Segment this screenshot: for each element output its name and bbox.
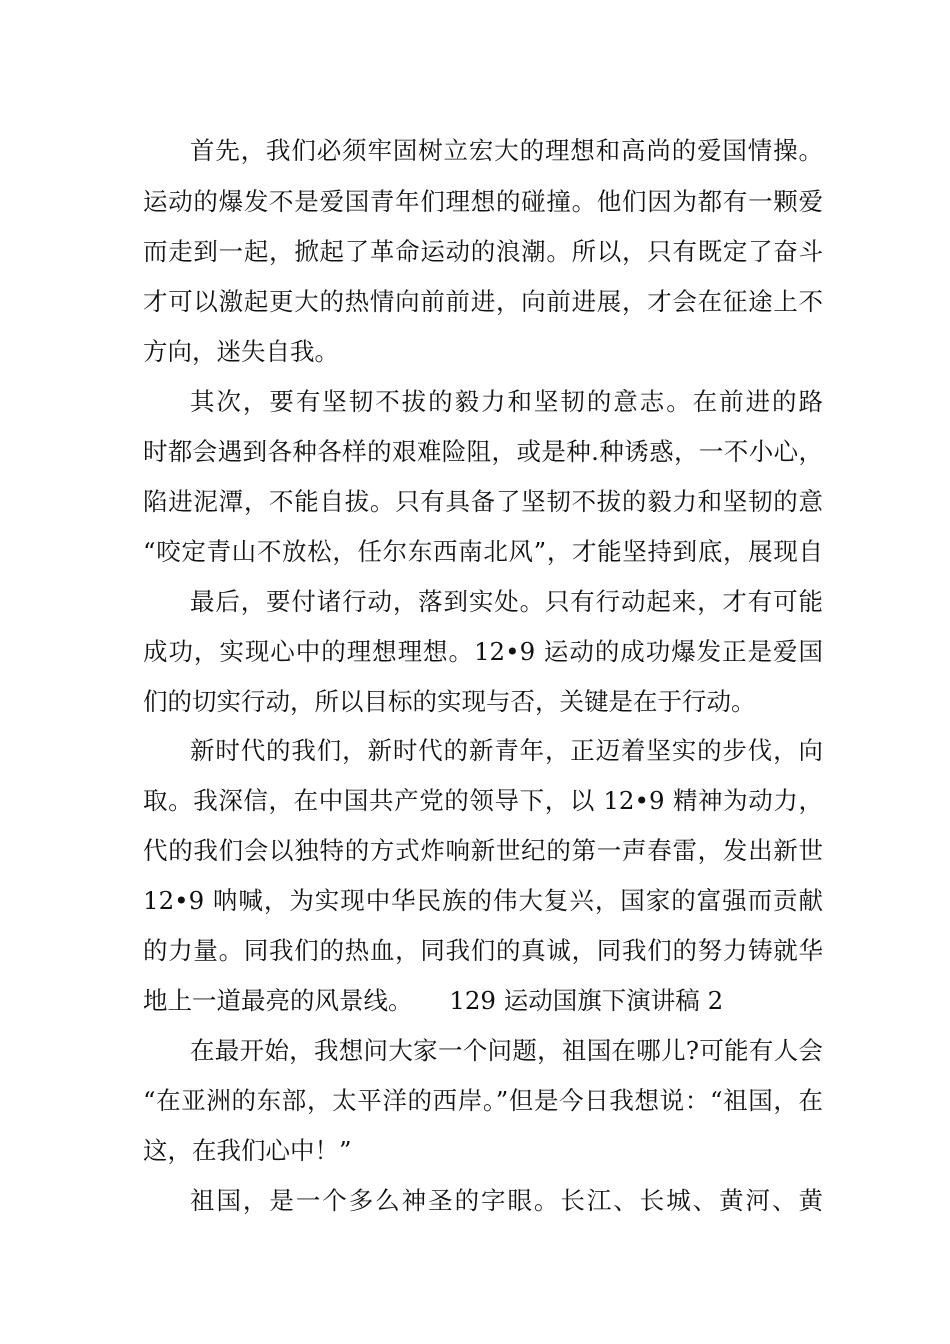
text-line: 首先，我们必须牢固树立宏大的理想和高尚的爱国情操。	[190, 136, 823, 165]
text-line: 地上一道最亮的风景线。 129 运动国旗下演讲稿 2	[143, 986, 724, 1015]
text-line: 时都会遇到各种各样的艰难险阻，或是种.种诱惑，一不小心，	[143, 437, 823, 466]
text-line: 祖国，是一个多么神圣的字眼。长江、长城、黄河、黄	[190, 1186, 823, 1215]
text-line: 取。我深信，在中国共产党的领导下，以 12•9 精神为动力，	[143, 786, 823, 815]
text-line: 运动的爆发不是爱国青年们理想的碰撞。他们因为都有一颗爱	[143, 187, 823, 216]
text-line: 这，在我们心中！”	[143, 1136, 352, 1165]
text-line: “咬定青山不放松，任尔东西南北风”，才能坚持到底，展现自	[143, 537, 823, 566]
text-line: 成功，实现心中的理想理想。12•9 运动的成功爆发正是爱国	[143, 637, 823, 666]
text-line: 在最开始，我想问大家一个问题，祖国在哪儿?可能有人会	[190, 1036, 823, 1065]
text-line: 最后，要付诸行动，落到实处。只有行动起来，才有可能	[190, 587, 823, 616]
text-line: 方向，迷失自我。	[143, 337, 339, 366]
text-line: “在亚洲的东部，太平洋的西岸。”但是今日我想说：“祖国，在	[143, 1086, 823, 1115]
text-line: 代的我们会以独特的方式炸响新世纪的第一声春雷，发出新世	[143, 836, 823, 865]
text-line: 的力量。同我们的热血，同我们的真诚，同我们的努力铸就华	[143, 936, 823, 965]
text-line: 其次，要有坚韧不拔的毅力和坚韧的意志。在前进的路	[190, 387, 823, 416]
text-line: 新时代的我们，新时代的新青年，正迈着坚实的步伐，向	[190, 736, 823, 765]
text-line: 才可以激起更大的热情向前前进，向前进展，才会在征途上不	[143, 287, 823, 316]
text-line: 陷进泥潭，不能自拔。只有具备了坚韧不拔的毅力和坚韧的意	[143, 487, 823, 516]
text-line: 12•9 呐喊，为实现中华民族的伟大复兴，国家的富强而贡献	[143, 886, 823, 915]
text-line: 而走到一起，掀起了革命运动的浪潮。所以，只有既定了奋斗	[143, 237, 823, 266]
text-line: 们的切实行动，所以目标的实现与否，关键是在于行动。	[143, 687, 756, 716]
